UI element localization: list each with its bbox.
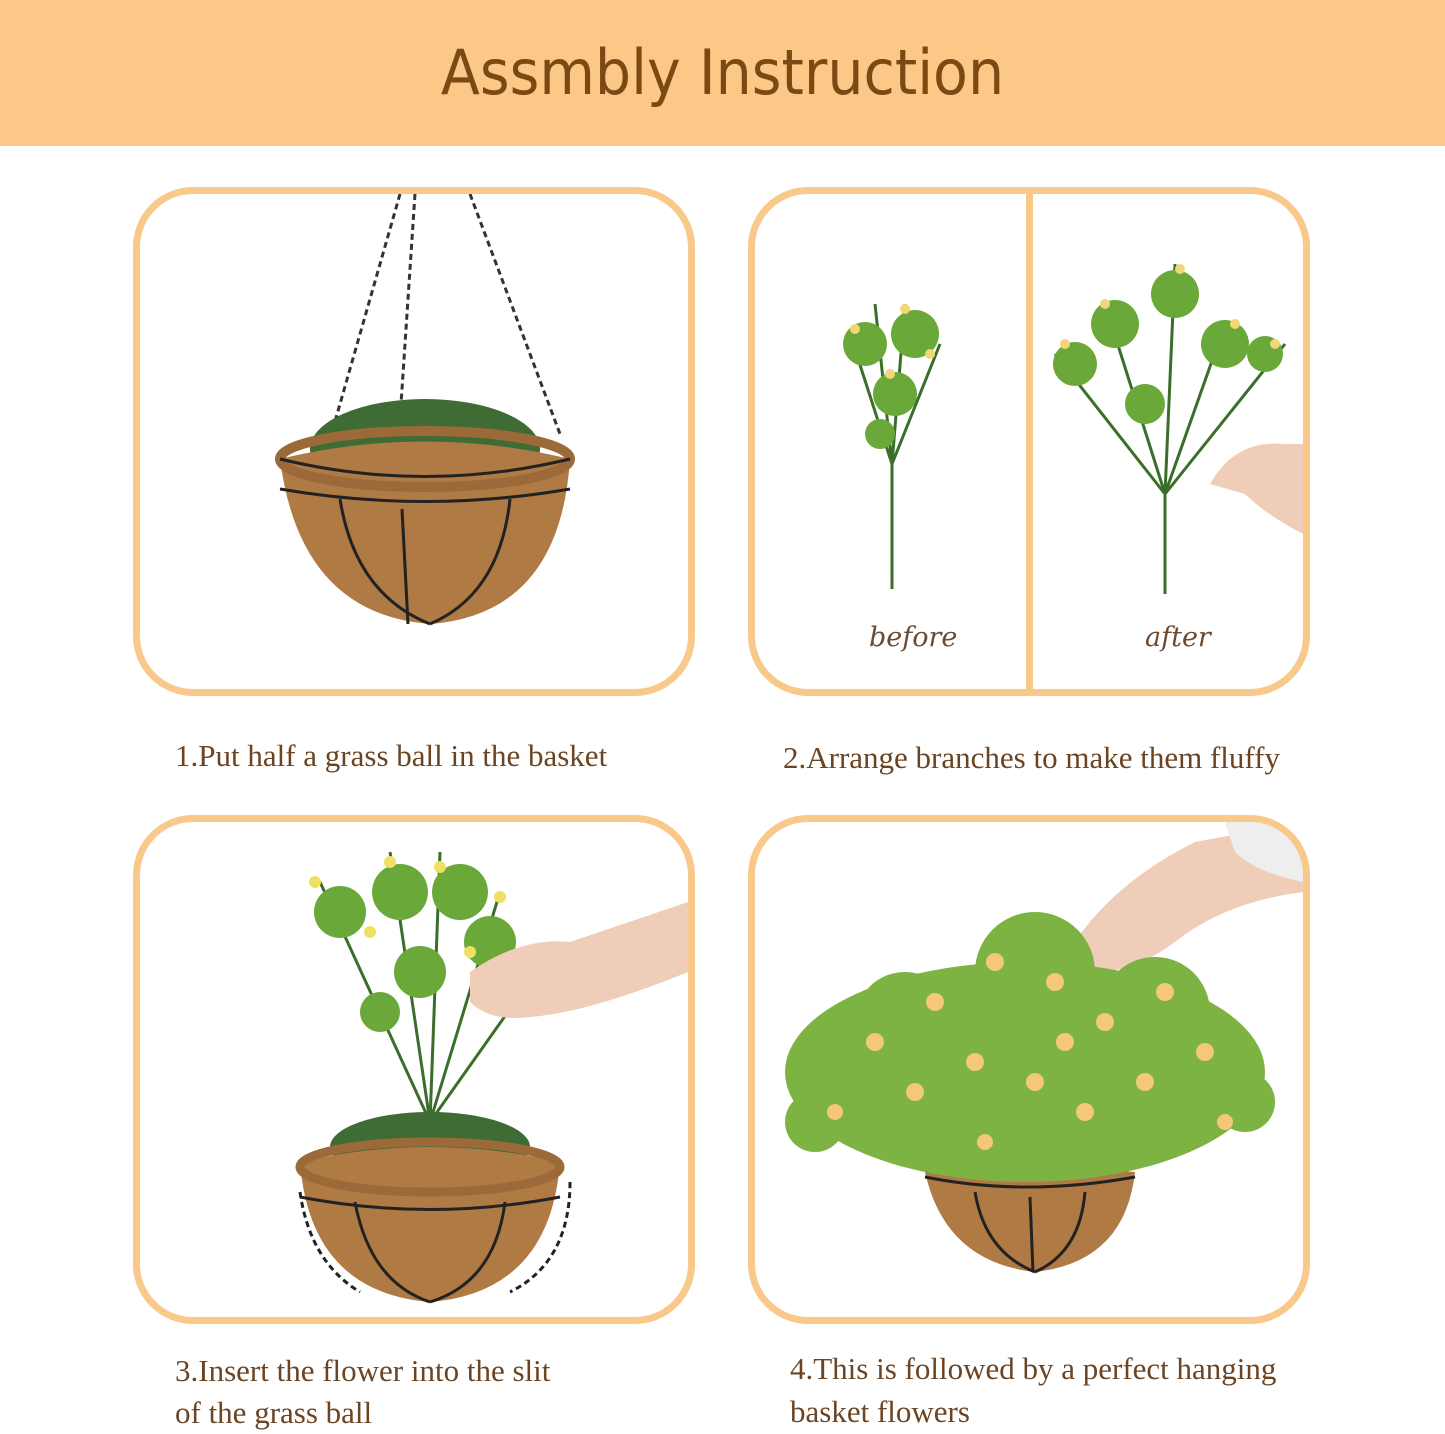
step-2-caption: 2.Arrange branches to make them fluffy [783, 740, 1280, 775]
step-4-caption-line1: 4.This is followed by a perfect hanging [790, 1351, 1277, 1386]
insert-flower-illustration [140, 822, 688, 1317]
after-label: after [1145, 622, 1211, 653]
step-2-image-panel [748, 187, 1310, 696]
hanging-basket-illustration [140, 194, 688, 689]
step-3-caption-line2: of the grass ball [175, 1395, 373, 1430]
step-3-image-panel [133, 815, 695, 1324]
before-label: before [869, 622, 958, 653]
page-title: Assmbly Instruction [440, 36, 1005, 109]
step-3-caption-line1: 3.Insert the flower into the slit [175, 1353, 551, 1388]
header-banner [0, 0, 1445, 146]
branch-before-after-illustration [755, 194, 1303, 689]
finished-hanging-basket-illustration [755, 822, 1303, 1317]
step-4-caption-line2: basket flowers [790, 1394, 970, 1429]
step-1-image-panel [133, 187, 695, 696]
step-4-image-panel [748, 815, 1310, 1324]
step-1-caption: 1.Put half a grass ball in the basket [175, 738, 608, 773]
